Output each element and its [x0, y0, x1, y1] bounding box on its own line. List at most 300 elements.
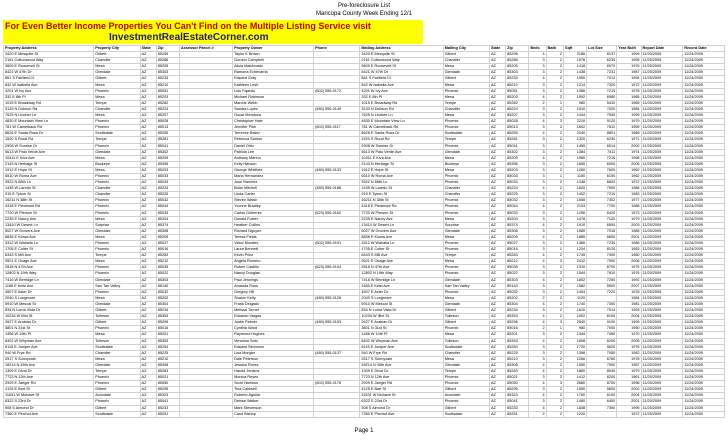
table-cell: 8402 W Whyman Ave	[360, 338, 443, 344]
table-cell: Buckeye	[443, 161, 489, 167]
table-cell: 85308	[156, 228, 179, 234]
table-cell: 1015 E Broadway Rd	[4, 100, 94, 106]
table-cell: 1444	[564, 113, 587, 119]
table-cell: 1402	[564, 192, 587, 198]
table-cell: San Tan Valley	[94, 283, 140, 289]
table-cell: 4	[529, 234, 546, 240]
table-cell: 1309 E Divot Dr	[4, 368, 94, 374]
table-cell: 11/25/2009	[641, 387, 683, 393]
table-cell: Jessica Flores	[233, 362, 314, 368]
table-cell: 7014	[587, 308, 617, 314]
table-cell: 11/25/2009	[641, 155, 683, 161]
table-cell: Phoenix	[94, 125, 140, 131]
table-cell: AZ	[489, 375, 505, 381]
table-cell: 11/25/2009	[641, 308, 683, 314]
table-cell: 1974	[617, 149, 641, 155]
table-cell: Chandler	[443, 106, 489, 112]
table-cell: 3	[529, 113, 546, 119]
table-cell: 85225	[506, 350, 529, 356]
table-cell: Christopher Hale	[233, 119, 314, 125]
table-cell: AZ	[489, 173, 505, 179]
table-cell: 11/25/2009	[641, 58, 683, 64]
table-cell: 3	[529, 387, 546, 393]
table-cell: 85021	[156, 375, 179, 381]
table-cell: 85027	[156, 241, 179, 247]
table-cell: 1962	[617, 173, 641, 179]
table-cell: 11/24/2009	[683, 332, 725, 338]
table-cell: 2	[546, 338, 563, 344]
table-cell	[179, 411, 232, 417]
table-cell: 3420 E Mesquite St	[4, 52, 94, 58]
table-cell: 940 W Frye Rd	[4, 350, 94, 356]
table-cell: 11/25/2009	[641, 271, 683, 277]
table-cell: AZ	[140, 338, 156, 344]
table-cell: Mesa	[443, 356, 489, 362]
table-cell: 4	[529, 362, 546, 368]
table-cell: 1435 W Laredo St	[4, 186, 94, 192]
table-cell: 2818 N 47th Ave	[360, 265, 443, 271]
table-cell: Phoenix	[443, 381, 489, 387]
table-cell: 1978	[617, 88, 641, 94]
table-cell: 11/25/2009	[641, 167, 683, 173]
table-cell: AZ	[140, 247, 156, 253]
table-cell: 2	[546, 180, 563, 186]
table-cell: Phoenix	[443, 125, 489, 131]
table-cell: 85204	[156, 216, 179, 222]
table-cell: AZ	[140, 125, 156, 131]
table-cell: 3	[529, 198, 546, 204]
table-cell: 85207	[156, 113, 179, 119]
table-cell: 11/24/2009	[683, 228, 725, 234]
table-cell: 919 E Tyson St	[4, 192, 94, 198]
table-cell: 6500	[587, 222, 617, 228]
table-cell: AZ	[489, 405, 505, 411]
table-cell: 6100	[587, 393, 617, 399]
table-cell: AZ	[489, 210, 505, 216]
table-cell: 85205	[156, 64, 179, 70]
table-cell: 11/24/2009	[683, 82, 725, 88]
table-cell: 7000	[587, 326, 617, 332]
table-cell: Glendale	[443, 277, 489, 283]
table-cell: (480) 555-0149	[314, 106, 360, 112]
table-cell: 7210	[587, 192, 617, 198]
table-cell: 85233	[156, 405, 179, 411]
table-cell: Phoenix	[443, 247, 489, 253]
table-cell: 2	[546, 411, 563, 417]
table-cell: 1999	[617, 113, 641, 119]
table-cell: 2161 Cottonwood Way	[360, 58, 443, 64]
table-cell: 11/25/2009	[641, 259, 683, 265]
table-cell: 2	[546, 131, 563, 137]
table-cell: AZ	[140, 216, 156, 222]
table-cell: AZ	[489, 52, 505, 58]
table-cell: 2005	[617, 161, 641, 167]
table-cell: 11/25/2009	[641, 198, 683, 204]
table-cell: Ramona Echevarria	[233, 70, 314, 76]
table-cell: 11/25/2009	[641, 332, 683, 338]
table-cell: 11/25/2009	[641, 70, 683, 76]
table-cell: AZ	[489, 186, 505, 192]
table-cell: 85233	[506, 76, 529, 82]
table-cell: 5027 W Grovers Ave	[4, 228, 94, 234]
table-cell: 11/25/2009	[641, 301, 683, 307]
table-cell: 4	[529, 368, 546, 374]
table-cell: 85234	[156, 308, 179, 314]
table-cell: 11/24/2009	[683, 338, 725, 344]
table-cell: 1987	[617, 362, 641, 368]
table-cell: 4	[529, 155, 546, 161]
table-cell: 3	[529, 210, 546, 216]
table-cell: 1592	[564, 94, 587, 100]
table-cell: Phoenix	[94, 265, 140, 271]
table-cell: 2	[546, 228, 563, 234]
table-cell: 85035	[506, 265, 529, 271]
table-cell: 1320	[564, 137, 587, 143]
table-cell: AZ	[140, 234, 156, 240]
table-cell: 11/24/2009	[683, 143, 725, 149]
table-cell: AZ	[140, 308, 156, 314]
table-cell: 1802	[564, 277, 587, 283]
table-cell: (480) 555-0153	[314, 320, 360, 326]
table-cell: 3	[529, 344, 546, 350]
table-cell: 85283	[506, 368, 529, 374]
table-row	[4, 411, 725, 417]
table-cell: 1950	[564, 76, 587, 82]
table-cell: 85140	[156, 283, 179, 289]
column-header: Record Date	[683, 46, 725, 52]
table-cell: 3	[546, 119, 563, 125]
table-cell: 1650	[564, 161, 587, 167]
table-cell: Phoenix	[443, 289, 489, 295]
table-cell: 4830 E Mountain View Ln	[4, 119, 94, 125]
table-cell: 3	[529, 350, 546, 356]
table-cell: 11/24/2009	[683, 320, 725, 326]
table-cell: 85296	[156, 52, 179, 58]
table-cell: 2001	[617, 234, 641, 240]
table-cell: 85302	[506, 149, 529, 155]
table-cell: Luis Fajardo	[233, 88, 314, 94]
table-cell: Gilbert	[94, 320, 140, 326]
table-cell: 1838	[564, 405, 587, 411]
table-cell: Phoenix	[443, 271, 489, 277]
table-cell: 9521 E Osage Ave	[4, 259, 94, 265]
table-cell: 6510 W Roma Ave	[4, 173, 94, 179]
table-cell: Gilbert	[94, 387, 140, 393]
table-cell: 8836 E Kiowa Ave	[360, 234, 443, 240]
table-cell: 85225	[156, 192, 179, 198]
table-cell: 11/25/2009	[641, 88, 683, 94]
table-cell: 85209	[156, 234, 179, 240]
table-cell: AZ	[140, 88, 156, 94]
table-cell: 2006	[617, 259, 641, 265]
table-cell: 85396	[156, 161, 179, 167]
table-cell: 11/25/2009	[641, 173, 683, 179]
table-cell: 85323	[506, 393, 529, 399]
table-cell: 85033	[506, 180, 529, 186]
table-cell: 11/25/2009	[641, 283, 683, 289]
table-cell: 1384	[564, 149, 587, 155]
table-cell: 85210	[156, 356, 179, 362]
page-number: Page 1	[354, 428, 374, 434]
table-cell: 2	[546, 387, 563, 393]
report-title: Pre-foreclosure List	[337, 3, 391, 9]
table-cell: Gilbert	[94, 52, 140, 58]
table-cell: 85295	[156, 387, 179, 393]
table-cell: 6000	[587, 161, 617, 167]
table-cell: 85022	[506, 271, 529, 277]
table-cell: 11/25/2009	[641, 113, 683, 119]
table-cell: (480) 555-0133	[314, 167, 360, 173]
column-header: Lot Size	[587, 46, 617, 52]
table-cell: Phoenix	[94, 173, 140, 179]
table-cell: 4	[529, 186, 546, 192]
table-cell: 85209	[506, 234, 529, 240]
table-cell: 2	[546, 344, 563, 350]
table-cell: 5900	[587, 283, 617, 289]
table-cell: 6230	[587, 137, 617, 143]
table-cell: 3	[529, 375, 546, 381]
table-cell: 85304	[506, 301, 529, 307]
table-cell: 3420 E Mesquite St	[360, 52, 443, 58]
table-cell: 1544	[564, 271, 587, 277]
column-header: Bath	[546, 46, 563, 52]
table-cell: 85308	[506, 362, 529, 368]
table-cell: 85308	[506, 228, 529, 234]
table-cell: 1705 E Colter St	[4, 247, 94, 253]
table-cell: 2	[546, 375, 563, 381]
table-cell: AZ	[140, 155, 156, 161]
table-cell: Monica Reyes	[233, 375, 314, 381]
table-cell: Gilbert	[443, 76, 489, 82]
table-cell: 1860	[564, 368, 587, 374]
table-cell: AZ	[140, 265, 156, 271]
table-cell: AZ	[140, 381, 156, 387]
table-cell: 6510 W Roma Ave	[360, 173, 443, 179]
table-cell: 7050	[587, 350, 617, 356]
table-cell: Mesa	[443, 113, 489, 119]
table-cell: 842 W Isabella Ave	[4, 82, 94, 88]
table-cell: 1015 E Broadway Rd	[360, 100, 443, 106]
table-cell: 85303	[156, 277, 179, 283]
table-cell: 11/24/2009	[683, 76, 725, 82]
column-header: Zip	[506, 46, 529, 52]
table-cell: Mesa	[94, 113, 140, 119]
table-cell: 85233	[506, 405, 529, 411]
table-cell: AZ	[489, 332, 505, 338]
table-cell: 11/24/2009	[683, 271, 725, 277]
table-cell: 85210	[156, 82, 179, 88]
table-cell: 2	[546, 350, 563, 356]
table-cell: AZ	[140, 356, 156, 362]
table-cell: 7625 N Lindner Ln	[360, 113, 443, 119]
table-cell: 11/24/2009	[683, 88, 725, 94]
table-cell: 1978	[617, 356, 641, 362]
table-cell: 7411	[587, 149, 617, 155]
table-cell: 85022	[156, 271, 179, 277]
table-cell: 85282	[156, 100, 179, 106]
table-cell: 11/24/2009	[683, 247, 725, 253]
column-header: State	[489, 46, 505, 52]
table-cell: AZ	[140, 149, 156, 155]
column-header: Mailing City	[443, 46, 489, 52]
table-cell: Phoenix	[94, 399, 140, 405]
table-cell: 1610	[564, 308, 587, 314]
table-cell: 2	[529, 295, 546, 301]
table-cell: 85033	[156, 180, 179, 186]
promo-link[interactable]: InvestmentRealEstateCorner.com	[109, 32, 269, 43]
table-cell: Phoenix	[94, 88, 140, 94]
table-cell: Marcus Webb	[233, 100, 314, 106]
table-cell: 2040 S Longmore	[4, 295, 94, 301]
table-cell: 85207	[506, 113, 529, 119]
table-cell: 1910	[564, 222, 587, 228]
column-header: Property City	[94, 46, 140, 52]
table-cell: 11/25/2009	[641, 344, 683, 350]
table-cell: Phoenix	[94, 326, 140, 332]
table-cell: 11/24/2009	[683, 216, 725, 222]
table-cell: Sharon Kelly	[233, 295, 314, 301]
table-cell: 7625 N Lindner Ln	[4, 113, 94, 119]
table-cell: 1478	[564, 216, 587, 222]
table-cell: 85353	[156, 314, 179, 320]
table-cell: Phoenix	[443, 88, 489, 94]
table-cell: 11/24/2009	[683, 301, 725, 307]
table-cell: 2	[546, 241, 563, 247]
table-cell: AZ	[140, 137, 156, 143]
table-cell: 1386	[564, 88, 587, 94]
table-cell: 85210	[506, 82, 529, 88]
table-cell: 85051	[506, 88, 529, 94]
table-cell: 7450	[587, 332, 617, 338]
table-cell: 2	[546, 192, 563, 198]
table-cell: Gilbert	[94, 405, 140, 411]
table-cell: 7320	[587, 82, 617, 88]
table-cell: 7600	[587, 167, 617, 173]
table-cell: 1820	[564, 186, 587, 192]
table-cell: AZ	[140, 52, 156, 58]
table-cell: 940 W Frye Rd	[360, 350, 443, 356]
table-cell: 85255	[156, 131, 179, 137]
table-cell: 7216	[587, 155, 617, 161]
table-cell: Phoenix	[94, 289, 140, 295]
table-cell: 5410	[587, 100, 617, 106]
table-cell: 85041	[156, 399, 179, 405]
table-cell: 3	[529, 265, 546, 271]
table-cell: Chandler	[94, 350, 140, 356]
table-cell: Glendale	[94, 277, 140, 283]
table-cell: AZ	[489, 131, 505, 137]
table-cell: 1999	[617, 320, 641, 326]
table-cell: Phoenix	[443, 375, 489, 381]
table-cell: 85051	[156, 88, 179, 94]
table-cell: AZ	[489, 399, 505, 405]
table-cell: 2	[546, 271, 563, 277]
table-cell: 1204	[564, 247, 587, 253]
table-cell: AZ	[489, 76, 505, 82]
table-cell: 11/25/2009	[641, 393, 683, 399]
table-cell: 861 S Fairfield Ct	[4, 76, 94, 82]
table-cell: Surprise	[94, 222, 140, 228]
table-cell: 6400	[587, 399, 617, 405]
table-cell: 6150	[587, 173, 617, 179]
table-cell: Teresa Fields	[233, 234, 314, 240]
table-cell: 1972	[617, 82, 641, 88]
table-cell: 1705 E Colter St	[360, 247, 443, 253]
table-cell: Phoenix	[94, 204, 140, 210]
table-cell: 11/24/2009	[683, 350, 725, 356]
table-cell: Mark Stevenson	[233, 405, 314, 411]
table-cell: 7500	[587, 186, 617, 192]
table-cell: 1980	[564, 155, 587, 161]
table-cell: 11/24/2009	[683, 283, 725, 289]
table-cell: AZ	[140, 259, 156, 265]
table-cell: Brian Mitchell	[233, 186, 314, 192]
table-cell: Mesa	[94, 332, 140, 338]
table-cell: Justin Palmer	[233, 320, 314, 326]
table-cell: 85283	[156, 368, 179, 374]
table-cell: Gordon Campbell	[233, 58, 314, 64]
table-cell: 3133 N Dobson Rd	[4, 106, 94, 112]
table-cell: 1435 W Laredo St	[360, 186, 443, 192]
table-cell: 85041	[506, 143, 529, 149]
table-cell: AZ	[489, 277, 505, 283]
table-cell: Mesa	[443, 64, 489, 70]
table-cell: 7020	[587, 106, 617, 112]
table-cell: AZ	[140, 100, 156, 106]
table-cell: 2909 E Jaeger Rd	[360, 381, 443, 387]
table-cell: 85224	[156, 106, 179, 112]
table-cell: 3	[529, 173, 546, 179]
table-cell: 12802 N 19th Way	[360, 271, 443, 277]
table-cell: Chandler	[94, 106, 140, 112]
table-cell: 85295	[506, 387, 529, 393]
table-cell: Nancy Douglas	[233, 271, 314, 277]
table-cell: 85033	[506, 210, 529, 216]
table-cell: 1978	[617, 289, 641, 295]
table-cell: 1981	[617, 301, 641, 307]
table-cell: 85050	[156, 381, 179, 387]
table-cell: 3	[529, 64, 546, 70]
table-cell: 85212	[156, 259, 179, 265]
table-cell: Mesa	[94, 259, 140, 265]
table-cell: 3	[529, 70, 546, 76]
table-cell: 85296	[156, 320, 179, 326]
table-cell: Mesa	[94, 216, 140, 222]
table-cell: 7720 W Pierson St	[360, 210, 443, 216]
table-cell: 85033	[156, 210, 179, 216]
table-cell: 5600	[587, 387, 617, 393]
table-cell: 1976	[617, 271, 641, 277]
table-cell: 85044	[156, 204, 179, 210]
table-cell: 1965	[617, 100, 641, 106]
table-cell: 3	[529, 106, 546, 112]
table-cell: Scottsdale	[94, 131, 140, 137]
table-cell: 1266	[564, 356, 587, 362]
table-cell: 1984	[617, 106, 641, 112]
table-cell: 2	[546, 94, 563, 100]
table-cell: 7416 W Berridge Ln	[360, 277, 443, 283]
table-cell: 85028	[506, 119, 529, 125]
table-cell: 85281	[156, 137, 179, 143]
table-cell: 1404	[564, 289, 587, 295]
table-cell: Gilbert	[94, 308, 140, 314]
table-cell: 1993	[617, 308, 641, 314]
table-cell: Phoenix	[443, 180, 489, 186]
table-cell: 85308	[156, 362, 179, 368]
table-cell: 1885	[564, 234, 587, 240]
table-cell: 2	[546, 186, 563, 192]
table-cell: 11/24/2009	[683, 192, 725, 198]
